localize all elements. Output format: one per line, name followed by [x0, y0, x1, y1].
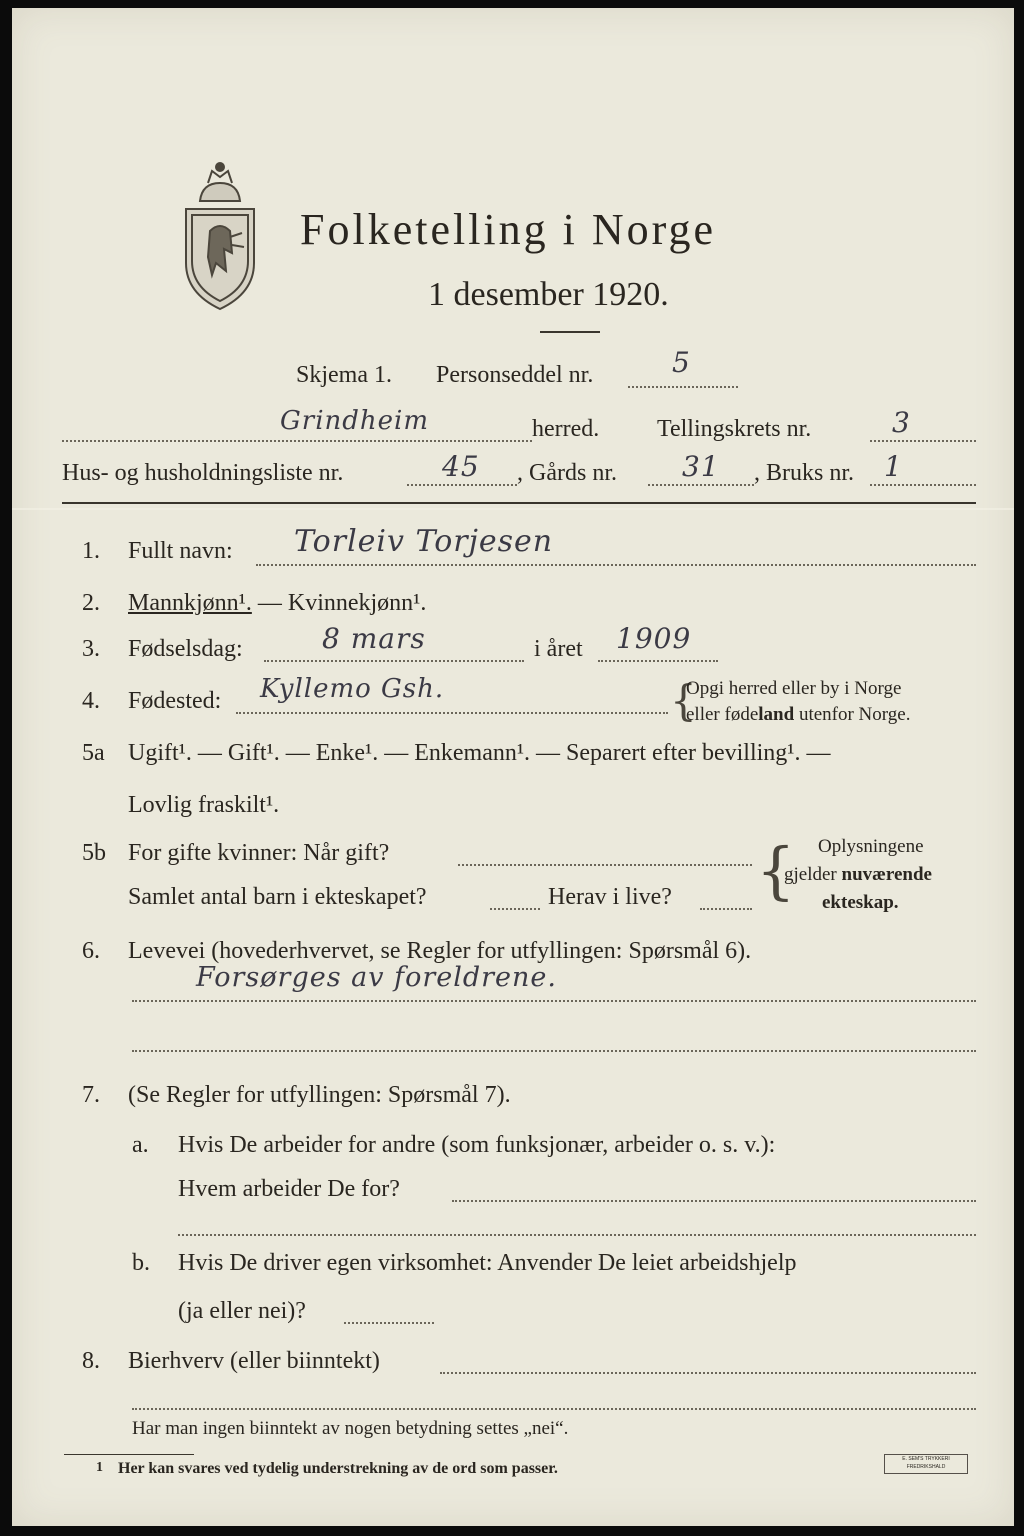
bruks-field[interactable]: [870, 484, 976, 486]
birthdate-value: 8 mars: [322, 622, 426, 655]
personseddel-value: 5: [672, 346, 691, 379]
birthyear-value: 1909: [616, 622, 692, 655]
herred-label: herred.: [532, 416, 600, 442]
tellingskrets-value: 3: [892, 406, 911, 439]
q7b-line1: Hvis De driver egen virksomhet: Anvender De leiet arbeidshjelp: [178, 1250, 797, 1276]
q5a-number: 5a: [82, 740, 105, 766]
bruks-value: 1: [884, 450, 903, 483]
q2-number: 2.: [82, 590, 100, 616]
q6-label: Levevei (hovederhvervet, se Regler for utfyllingen: Spørsmål 6).: [128, 938, 752, 964]
personseddel-field[interactable]: [628, 386, 738, 388]
birthplace-field[interactable]: [236, 712, 668, 714]
q6-number: 6.: [82, 938, 100, 964]
q4-note-line1: Opgi herred eller by i Norge: [686, 678, 902, 699]
hus-label: Hus- og husholdningsliste nr.: [62, 460, 344, 486]
children-alive-label: Herav i live?: [548, 884, 672, 910]
q8-label: Bierhverv (eller biinntekt): [128, 1348, 380, 1374]
q5b-note-line3: ekteskap.: [822, 892, 899, 913]
q4-brace: {: [670, 676, 697, 725]
q7a-line1: Hvis De arbeider for andre (som funksjonær, arbeider o. s. v.):: [178, 1132, 776, 1158]
q3-number: 3.: [82, 636, 100, 662]
footnote-rule: [64, 1454, 194, 1455]
married-when-label: For gifte kvinner: Når gift?: [128, 840, 390, 866]
header-rule: [62, 502, 976, 504]
full-name-value: Torleiv Torjesen: [294, 524, 554, 559]
full-name-field[interactable]: [256, 564, 976, 566]
employer-field[interactable]: [452, 1200, 976, 1202]
q3-label: Fødselsdag:: [128, 636, 243, 662]
q7b-line2: (ja eller nei)?: [178, 1298, 306, 1324]
married-when-field[interactable]: [458, 864, 752, 866]
side-income-field[interactable]: [440, 1372, 976, 1374]
occupation-value: Forsørges av foreldrene.: [196, 962, 557, 993]
occupation-field[interactable]: [132, 1000, 976, 1002]
marital-status-options[interactable]: Ugift¹. — Gift¹. — Enke¹. — Enkemann¹. — Separert efter bevilling¹. —: [128, 740, 831, 766]
q7b-letter: b.: [132, 1250, 150, 1276]
coat-of-arms-icon: [172, 153, 268, 313]
q1-label: Fullt navn:: [128, 538, 233, 564]
occupation-field-line2[interactable]: [132, 1050, 976, 1052]
tellingskrets-field[interactable]: [870, 440, 976, 442]
q2-sex-options: [128, 590, 426, 617]
q4-label: Fødested:: [128, 688, 222, 714]
q7a-letter: a.: [132, 1132, 149, 1158]
gards-label: , Gårds nr.: [517, 460, 617, 486]
q5b-number: 5b: [82, 840, 106, 866]
q4-note-line2: eller fødeland utenfor Norge.: [686, 704, 911, 725]
gards-field[interactable]: [648, 484, 754, 486]
no-side-income-note: Har man ingen biinntekt av nogen betydning settes „nei“.: [132, 1418, 569, 1439]
hus-value: 45: [442, 450, 480, 483]
hus-field[interactable]: [407, 484, 517, 486]
census-form-page: [12, 8, 1014, 1526]
q5b-note-line2: gjelder nuværende: [784, 864, 932, 885]
gards-value: 31: [682, 450, 720, 483]
sex-separator: —: [251, 590, 288, 616]
footnote-text: Her kan svares ved tydelig understrekning av de ord som passer.: [118, 1460, 558, 1477]
hired-help-field[interactable]: [344, 1322, 434, 1324]
tellingskrets-label: Tellingskrets nr.: [657, 416, 812, 442]
form-subtitle: 1 desember 1920.: [428, 276, 669, 313]
form-title: Folketelling i Norge: [300, 205, 717, 254]
footnote-marker: 1: [96, 1460, 103, 1475]
female-option[interactable]: Kvinnekjønn¹.: [287, 590, 427, 616]
birthplace-value: Kyllemo Gsh.: [260, 674, 445, 704]
herred-value: Grindheim: [280, 406, 430, 436]
q7a-line2: Hvem arbeider De for?: [178, 1176, 400, 1202]
children-total-label: Samlet antal barn i ekteskapet?: [128, 884, 427, 910]
herred-field[interactable]: [62, 440, 532, 442]
employer-field-line2[interactable]: [178, 1234, 976, 1236]
bruks-label: , Bruks nr.: [754, 460, 855, 486]
printer-stamp: E. SEM'S TRYKKERI FREDRIKSHALD: [884, 1454, 968, 1474]
personseddel-label: Personseddel nr.: [436, 362, 594, 388]
birthyear-field[interactable]: [598, 660, 718, 662]
q4-number: 4.: [82, 688, 100, 714]
q5b-note-line1: Oplysningene: [818, 836, 924, 857]
q5b-brace: {: [756, 834, 796, 907]
q8-number: 8.: [82, 1348, 100, 1374]
paper-fold-line: [12, 508, 1014, 510]
divorced-option[interactable]: Lovlig fraskilt¹.: [128, 792, 280, 818]
children-total-field[interactable]: [490, 908, 540, 910]
year-label: i året: [534, 636, 583, 662]
side-income-field-line2[interactable]: [132, 1408, 976, 1410]
title-divider: [540, 331, 600, 333]
q7-label: (Se Regler for utfyllingen: Spørsmål 7).: [128, 1082, 511, 1108]
children-alive-field[interactable]: [700, 908, 752, 910]
q7-number: 7.: [82, 1082, 100, 1108]
male-option[interactable]: Mannkjønn¹.: [128, 590, 252, 616]
skjema-label: Skjema 1.: [296, 362, 392, 388]
q1-number: 1.: [82, 538, 100, 564]
birthdate-field[interactable]: [264, 660, 524, 662]
